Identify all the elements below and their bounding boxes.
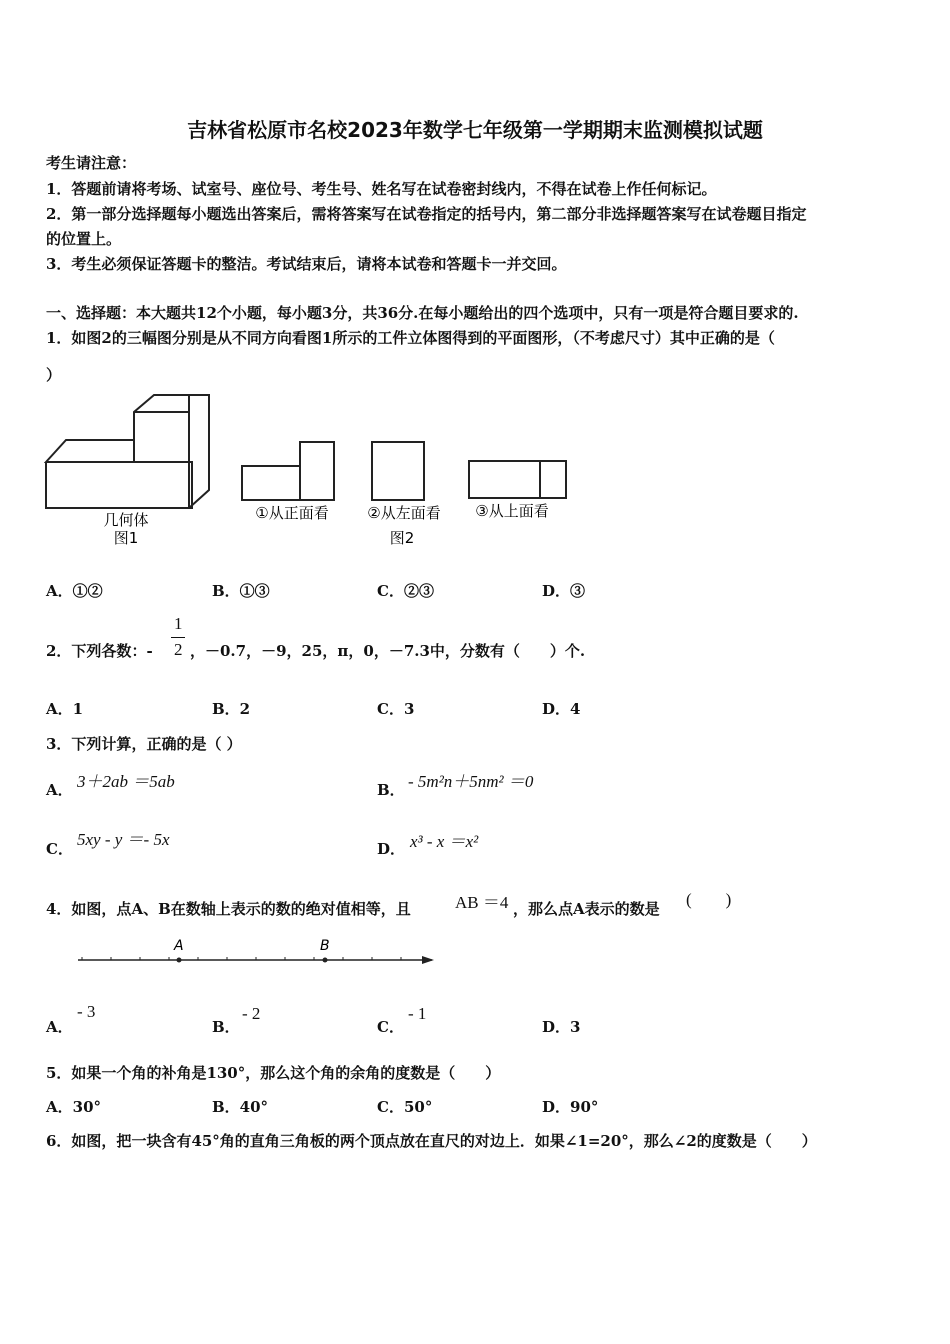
- q5-option-b: B．40°: [212, 1098, 269, 1116]
- q3-stem: 3．下列计算，正确的是（ ）: [46, 735, 242, 753]
- q3-label-c: C．: [46, 840, 73, 858]
- q5-option-d: D．90°: [542, 1098, 599, 1116]
- top-view-label: ③从上面看: [475, 502, 549, 520]
- notice-item-2-cont: 的位置上。: [46, 230, 122, 248]
- left-view: [372, 442, 424, 500]
- q2-option-c: C．3: [377, 700, 415, 718]
- q4-label-a: A．: [46, 1018, 73, 1036]
- q1-figure: [44, 390, 574, 550]
- point-b-dot: [323, 958, 328, 963]
- q1-option-c: C．②③: [377, 582, 434, 600]
- point-a-label: A: [174, 938, 184, 954]
- q2-option-d: D．4: [542, 700, 581, 718]
- left-view-label: ②从左面看: [367, 504, 441, 522]
- q2-frac-num: 1: [174, 614, 183, 633]
- q1-option-d: D．③: [542, 582, 586, 600]
- front-view: [242, 442, 334, 500]
- q1-option-b: B．①③: [212, 582, 270, 600]
- q3-label-b: B．: [377, 781, 405, 799]
- q3-label-a: A．: [46, 781, 73, 799]
- q4-value-b: - 2: [242, 1004, 261, 1023]
- q3-expr-c: 5xy - y ＝- 5x: [77, 830, 170, 849]
- section-heading: 一、选择题：本大题共12个小题，每小题3分，共36分.在每小题给出的四个选项中，只有一项是符合题目要求的.: [46, 304, 799, 322]
- q4-expr: AB ＝4: [455, 893, 509, 912]
- q4-value-a: - 3: [77, 1002, 96, 1021]
- notice-item-1: 1．答题前请将考场、试室号、座位号、考生号、姓名写在试卷密封线内，不得在试卷上作任何标记。: [46, 180, 717, 198]
- q1-stem-end: ）: [46, 366, 62, 384]
- notice-item-3: 3．考生必须保证答题卡的整洁。考试结束后，请将本试卷和答题卡一并交回。: [46, 255, 567, 273]
- q2-option-b: B．2: [212, 700, 251, 718]
- q5-option-a: A．30°: [46, 1098, 102, 1116]
- page-title: 吉林省松原市名校2023年数学七年级第一学期期末监测模拟试题: [187, 118, 763, 142]
- q4-stem-a: 4．如图，点A、B在数轴上表示的数的绝对值相等，且: [46, 900, 411, 918]
- top-view: [469, 461, 566, 498]
- q4-label-c: C．: [377, 1018, 404, 1036]
- q2-stem-prefix: 2．下列各数：-: [46, 642, 153, 660]
- q4-label-b: B．: [212, 1018, 240, 1036]
- q2-option-a: A．1: [46, 700, 84, 718]
- q2-frac-den: 2: [174, 640, 183, 659]
- number-line: [76, 935, 442, 975]
- q1-stem: 1．如图2的三幅图分别是从不同方向看图1所示的工件立体图得到的平面图形，（不考虑尺寸）其中正确的是（: [46, 329, 775, 347]
- notice-item-2: 2．第一部分选择题每小题选出答案后，需将答案写在试卷指定的括号内，第二部分非选择题答案写在试卷题目指定: [46, 205, 807, 223]
- q2-stem-rest: ，－0.7，－9，25，π，0，－7.3中，分数有（ ）个.: [190, 642, 586, 660]
- q2-frac-bar: [171, 637, 185, 638]
- fig1-label: 图1: [113, 529, 139, 547]
- point-b-label: B: [320, 938, 330, 954]
- front-view-label: ①从正面看: [255, 504, 329, 522]
- point-a-dot: [177, 958, 182, 963]
- q4-paren: ( ): [686, 890, 732, 909]
- q3-expr-a: 3＋2ab ＝5ab: [77, 772, 175, 791]
- q6-stem: 6．如图，把一块含有45°角的直角三角板的两个顶点放在直尺的对边上．如果∠1=20°，那么∠2的度数是（ ）: [46, 1132, 817, 1150]
- q1-option-a: A．①②: [46, 582, 103, 600]
- notice-heading: 考生请注意：: [46, 154, 137, 172]
- fig2-label: 图2: [389, 529, 415, 547]
- q3-label-d: D．: [377, 840, 406, 858]
- q4-value-c: - 1: [408, 1004, 427, 1023]
- solid-figure: [46, 395, 209, 508]
- q3-expr-b: - 5m²n＋5nm² ＝0: [408, 772, 534, 791]
- q4-label-d: D．3: [542, 1018, 581, 1036]
- q4-stem-b: ，那么点A表示的数是: [513, 900, 660, 918]
- solid-label: 几何体: [103, 511, 149, 529]
- q5-stem: 5．如果一个角的补角是130°，那么这个角的余角的度数是（ ）: [46, 1064, 501, 1082]
- q3-expr-d: x³ - x ＝x²: [410, 832, 479, 851]
- q5-option-c: C．50°: [377, 1098, 433, 1116]
